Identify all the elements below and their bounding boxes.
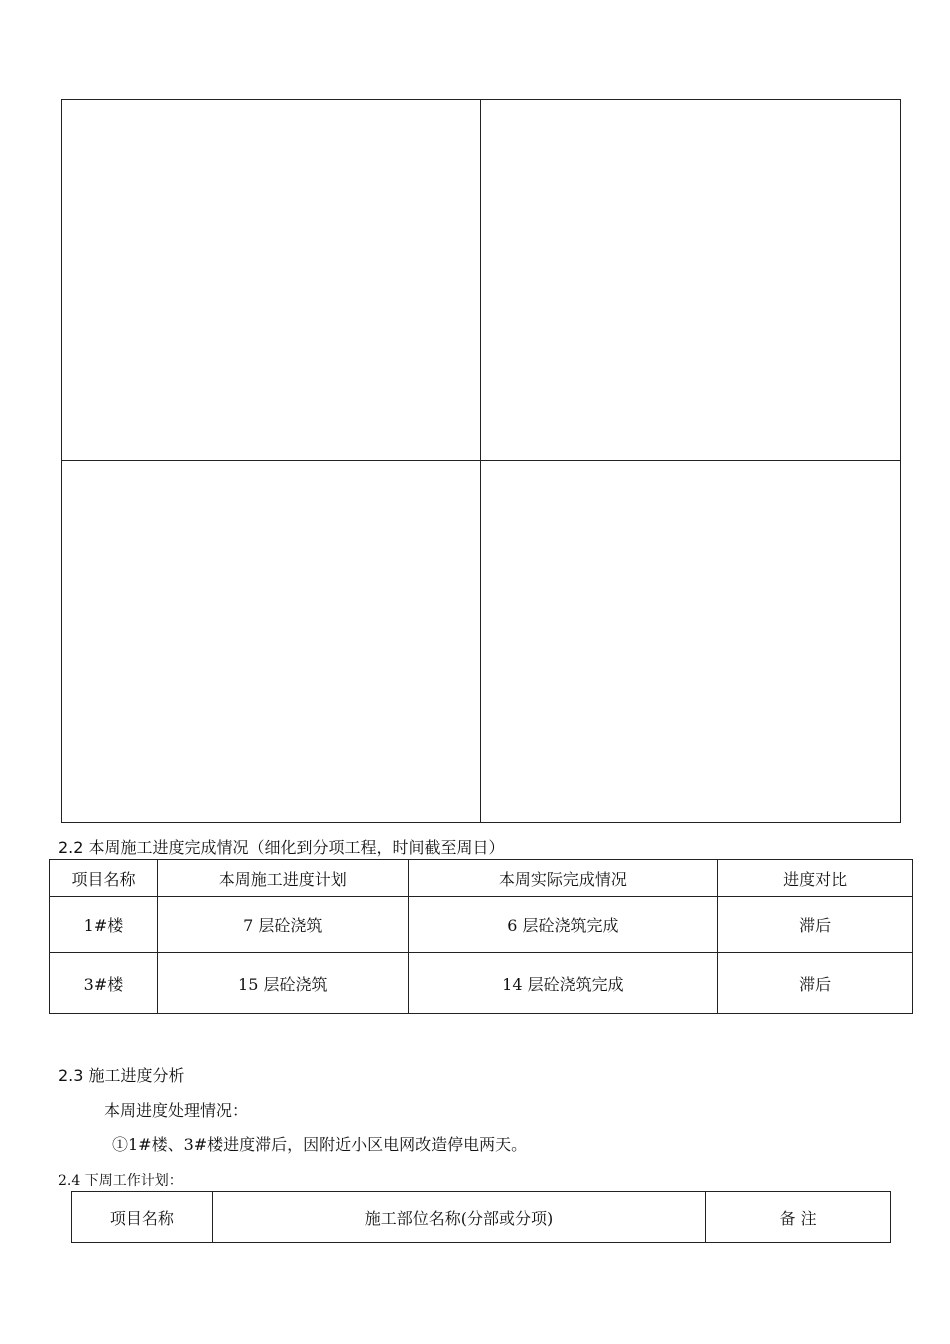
header-actual-completion: 本周实际完成情况 (408, 860, 718, 897)
cell-plan: 7 层砼浇筑 (157, 897, 408, 953)
header-construction-part: 施工部位名称(分部或分项) (212, 1192, 705, 1243)
progress-table (49, 859, 913, 1014)
cell-compare: 滞后 (718, 897, 913, 953)
plan-table (71, 1191, 891, 1243)
photo-placeholder (62, 461, 481, 822)
header-project-name: 项目名称 (72, 1192, 213, 1243)
section-2-4-heading: 2.4 下周工作计划： (58, 1173, 183, 1189)
cell-project: 3#楼 (50, 953, 158, 1014)
cell-compare: 滞后 (718, 953, 913, 1014)
cell-actual: 6 层砼浇筑完成 (408, 897, 718, 953)
photo-grid (61, 99, 901, 823)
cell-project: 1#楼 (50, 897, 158, 953)
header-project-name: 项目名称 (50, 860, 158, 897)
table-header-row (72, 1192, 891, 1243)
header-progress-compare: 进度对比 (718, 860, 913, 897)
section-2-3-heading: 2.3 施工进度分析 (58, 1066, 185, 1085)
table-row (50, 897, 913, 953)
header-week-plan: 本周施工进度计划 (157, 860, 408, 897)
table-row (50, 953, 913, 1014)
section-2-2-heading: 2.2 本周施工进度完成情况（细化到分项工程，时间截至周日） (58, 838, 505, 857)
table-header-row (50, 860, 913, 897)
section-2-3-item: ①1#楼、3#楼进度滞后，因附近小区电网改造停电两天。 (112, 1135, 528, 1154)
photo-placeholder (62, 100, 481, 461)
cell-actual: 14 层砼浇筑完成 (408, 953, 718, 1014)
section-2-3-subheading: 本周进度处理情况： (104, 1101, 249, 1120)
photo-placeholder (481, 461, 900, 822)
photo-placeholder (481, 100, 900, 461)
cell-plan: 15 层砼浇筑 (157, 953, 408, 1014)
header-remarks: 备 注 (706, 1192, 891, 1243)
